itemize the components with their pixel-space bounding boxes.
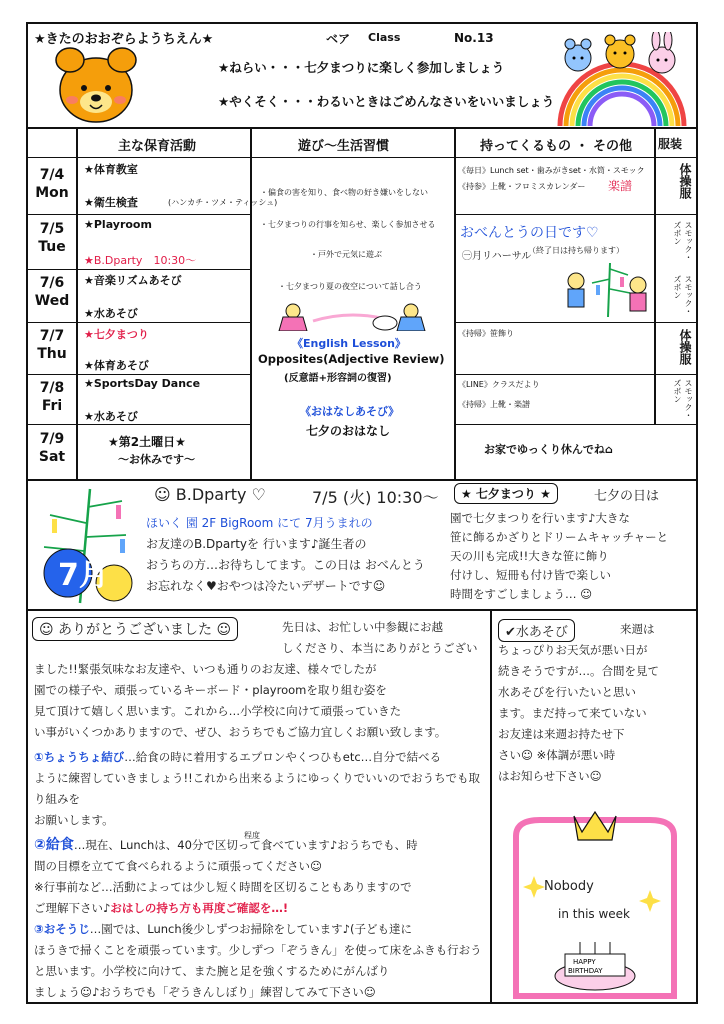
row-divider (28, 157, 696, 158)
item-note: 程度 (244, 831, 260, 840)
row-divider (454, 322, 696, 323)
item-line: と思います。小学校に向けて、また腕と足を強くするためにがんばり (34, 964, 390, 978)
thanks-line: ました!!緊張気味なお友達や、いつも通りのお友達、様々でしたが (34, 662, 377, 676)
bd-title-text: B.Dparty (175, 485, 247, 504)
thanks-line: 園での様子や、頑張っているキーボード・playroomを取り組む姿を (34, 683, 387, 697)
tanabata-line: 天の川も完成!!大きな笹に飾り (450, 549, 609, 563)
water-line: はお知らせ下さい☺ (498, 769, 602, 783)
clothes-item: 体操服 (678, 329, 692, 365)
activity-item: ★B.Dparty 10:30～ (84, 254, 197, 267)
tanabata-intro: 七夕の日は (594, 489, 660, 504)
activity-item: ★SportsDay Dance (84, 377, 201, 390)
rainbow-animals-illustration (552, 32, 692, 126)
activity-item: ★体育あそび (84, 359, 149, 372)
tanabata-line: 付けし、短冊も付け皆で楽しい (450, 568, 611, 582)
item-line: ましょう☺♪おうちでも「ぞうきんしぼり」練習してみて下さい☺ (34, 985, 376, 999)
story-title: 《おはなしあそび》 (300, 405, 400, 418)
tanabata-text (450, 509, 668, 604)
row-divider (28, 214, 250, 215)
row-divider (28, 322, 250, 323)
school-name: ★きたのおおぞらようちえん★ (34, 32, 214, 47)
bd-line: ほいく 園 2F BigRoom にて 7月うまれの (146, 516, 373, 530)
bd-line: おうちの方…お待ちしてます。この日は おべんとう (146, 558, 425, 572)
tanabata-kids-illustration (558, 259, 652, 319)
tanabata-line: 笹に飾るかざりとドリームキャッチャーと (450, 530, 669, 544)
col-divider (76, 129, 78, 479)
row-divider (28, 424, 250, 425)
activity-item: ★音楽リズムあそび (84, 274, 182, 287)
newsletter-page (26, 22, 698, 1004)
aim-text: ★ねらい・・・七夕まつりに楽しく参加しましょう (218, 60, 505, 75)
bring-item: 《持帰》上靴・楽譜 (458, 400, 530, 409)
activity-item: ★体育教室 (84, 163, 138, 176)
item-line: 間の目標を立てて食べられるように頑張ってください☺ (34, 859, 322, 873)
water-line: ます。まだ持って来ていない (498, 706, 647, 720)
col-header-play: 遊び～生活習慣 (298, 139, 390, 154)
col-header-clothes: 服装 (658, 137, 683, 151)
class-word: Class (368, 31, 401, 44)
item-line: …現在、Lunchは、40分で区切って食べています♪おうちでも、時 (73, 838, 418, 852)
july-tanabata-illustration (30, 487, 140, 605)
clothes-item: スモック・ズボン (673, 275, 693, 315)
promise-text: ★やくそく・・・わるいときはごめんなさいをいいましょう (218, 94, 555, 109)
tanabata-line: 園で七夕まつりを行います♪大きな (450, 511, 630, 525)
item-line: ように練習していきましょう!!これから出来るようにゆっくりでいいのでおうちでも取り組みを (34, 771, 480, 806)
clothes-item: スモック・ズボン (673, 221, 693, 261)
english-lesson-title: 《English Lesson》 (292, 337, 406, 350)
activity-item: ★水あそび (84, 410, 138, 423)
events-section (28, 479, 696, 609)
thanks-line: 先日は、お忙しい中参観にお越 (282, 620, 443, 634)
day-label: 7/7 Thu (37, 328, 67, 362)
day-label: 7/9 Sat (38, 431, 66, 465)
thanks-title: ☺ ありがとうございました ☺ (32, 617, 238, 641)
english-lesson-sub: (反意語+形容詞の復習) (284, 373, 392, 384)
water-line: 続きそうですが…。合間を見て (498, 664, 659, 678)
day-label: 7/5 Tue (38, 221, 66, 255)
bring-item: 《持帰》笹飾り (458, 329, 514, 338)
item-line: ほうきで掃くことを頑張っています。少しずつ「ぞうきん」を使って床をふきも行おう (34, 943, 482, 957)
clothes-item: 体操服 (678, 163, 692, 199)
birthday-frame (510, 806, 680, 1001)
obento-note: （終了日は持ち帰ります） (528, 246, 624, 255)
col-divider (454, 129, 456, 479)
activity-item: ★第2土曜日★ (108, 435, 186, 449)
obento-day: おべんとうの日です♡ (460, 225, 599, 241)
item-line: ご理解下さい♪ (34, 901, 111, 915)
story-text: 七夕のおはなし (306, 424, 391, 438)
day-label: 7/8 Fri (39, 380, 65, 414)
item-title: ②給食 (34, 837, 74, 853)
bd-title: ☺ B.Dparty ♡ (154, 485, 266, 504)
activity-note: (ハンカチ・ツメ・ティッシュ) (168, 198, 278, 207)
tanabata-title: ★ 七夕まつり ★ (454, 483, 558, 504)
clothes-item: スモック・ズボン (673, 379, 693, 419)
water-line: 来週は (620, 622, 655, 636)
col-header-activity: 主な保育活動 (118, 139, 197, 154)
row-divider (28, 374, 250, 375)
issue-number: No.13 (454, 31, 494, 45)
col-divider (654, 129, 656, 424)
item-line: …給食の時に着用するエプロンやくつひもetc…自分で結べる (124, 750, 442, 764)
item-line: …園では、Lunch後少しずつお掃除をしています♪(子ども達に (89, 922, 412, 936)
cake-text-birthday: BIRTHDAY (568, 967, 603, 975)
row-divider (454, 214, 696, 215)
cake-text-happy: HAPPY (573, 958, 596, 966)
play-item: ・戸外で元気に遊ぶ (310, 250, 382, 259)
thanks-title-text: ありがとうございました (58, 622, 213, 638)
thanks-line: しくださり、本当にありがとうござい (282, 641, 478, 655)
water-play-section (490, 609, 696, 1004)
thanks-line: 見て頂けて嬉しく思います。これから…小学校に向けて頑張っていきた (34, 704, 402, 718)
activity-item: ★水あそび (84, 307, 138, 320)
bd-line: お忘れなく♥おやつは冷たいデザートです☺ (146, 579, 386, 593)
nobody-text: Nobody (544, 879, 594, 894)
item-title: ③おそうじ (34, 922, 90, 936)
play-item: ・七夕まつりの行事を知らせ、楽しく参加させる (260, 220, 436, 229)
item-line: お願いします。 (34, 813, 114, 827)
tanabata-line: 時間をすごしましょう… ☺ (450, 587, 593, 601)
bd-when: 7/5 (火) 10:30～ (312, 488, 439, 507)
obento-note: ㊀月リハーサル (462, 251, 532, 262)
day-label: 7/6 Wed (34, 275, 70, 309)
activity-item: ★七夕まつり (84, 328, 149, 341)
month-seven: 7月 (58, 558, 109, 593)
bring-item: 《持参》上靴・フロミスカレンダー (458, 182, 586, 191)
bear-illustration (50, 42, 142, 126)
thanks-body (34, 617, 490, 1003)
water-line: ちょっぴりお天気が悪い日が (498, 643, 648, 657)
water-play-title: ✔水あそび (498, 619, 575, 642)
rest-message: お家でゆっくり休んでね⌂ (484, 443, 613, 456)
water-line: さい☺ ※体調が悪い時 (498, 748, 616, 762)
item-line: ※行事前など…活動によっては少し短く時間を区切ることもありますので (34, 880, 412, 894)
english-lesson-topic: Opposites(Adjective Review) (258, 352, 445, 366)
water-line: 水あそびを行いたいと思い (498, 685, 636, 699)
water-line: お友達は来週お持たせ下 (498, 727, 625, 741)
row-divider (28, 269, 250, 270)
bd-line: お友達のB.Dpartyを 行います♪誕生者の (146, 537, 367, 551)
orihime-hikoboshi-illustration (273, 301, 433, 331)
activity-item: ★Playroom (84, 218, 152, 231)
bring-item: 《LINE》クラスだより (458, 380, 540, 389)
activity-item: ★衛生検査 (84, 196, 138, 209)
item-title: ①ちょうちょ結び (34, 750, 125, 764)
col-header-bring: 持ってくるもの ・ その他 (480, 139, 633, 154)
weekly-schedule-table (28, 129, 696, 479)
row-divider (454, 374, 696, 375)
tanabata-box (450, 481, 696, 611)
thanks-line: い事がいくつかありますので、ぜひ、おうちでもご協力宜しくお願い致します。 (34, 725, 447, 739)
play-item: ・七夕まつり夏の夜空について話し合う (278, 282, 422, 291)
col-divider (250, 129, 252, 479)
nobody-text: in this week (558, 907, 630, 921)
water-play-body (498, 619, 694, 787)
activity-item: ～お休みです～ (118, 453, 195, 466)
class-name: ベア (326, 32, 351, 46)
bring-item: 《毎日》Lunch set・歯みがきset・水筒・スモック (458, 166, 645, 175)
header (28, 24, 696, 129)
day-label: 7/4 Mon (35, 167, 69, 201)
bring-handwritten: 楽譜 (608, 179, 633, 193)
row-divider (454, 424, 696, 425)
chopsticks-reminder: おはしの持ち方も再度ご確認を…! (110, 901, 289, 915)
thanks-section (28, 609, 490, 1004)
play-item: ・偏食の害を知り、食べ物の好き嫌いをしない (260, 188, 428, 197)
bd-text (146, 513, 456, 597)
